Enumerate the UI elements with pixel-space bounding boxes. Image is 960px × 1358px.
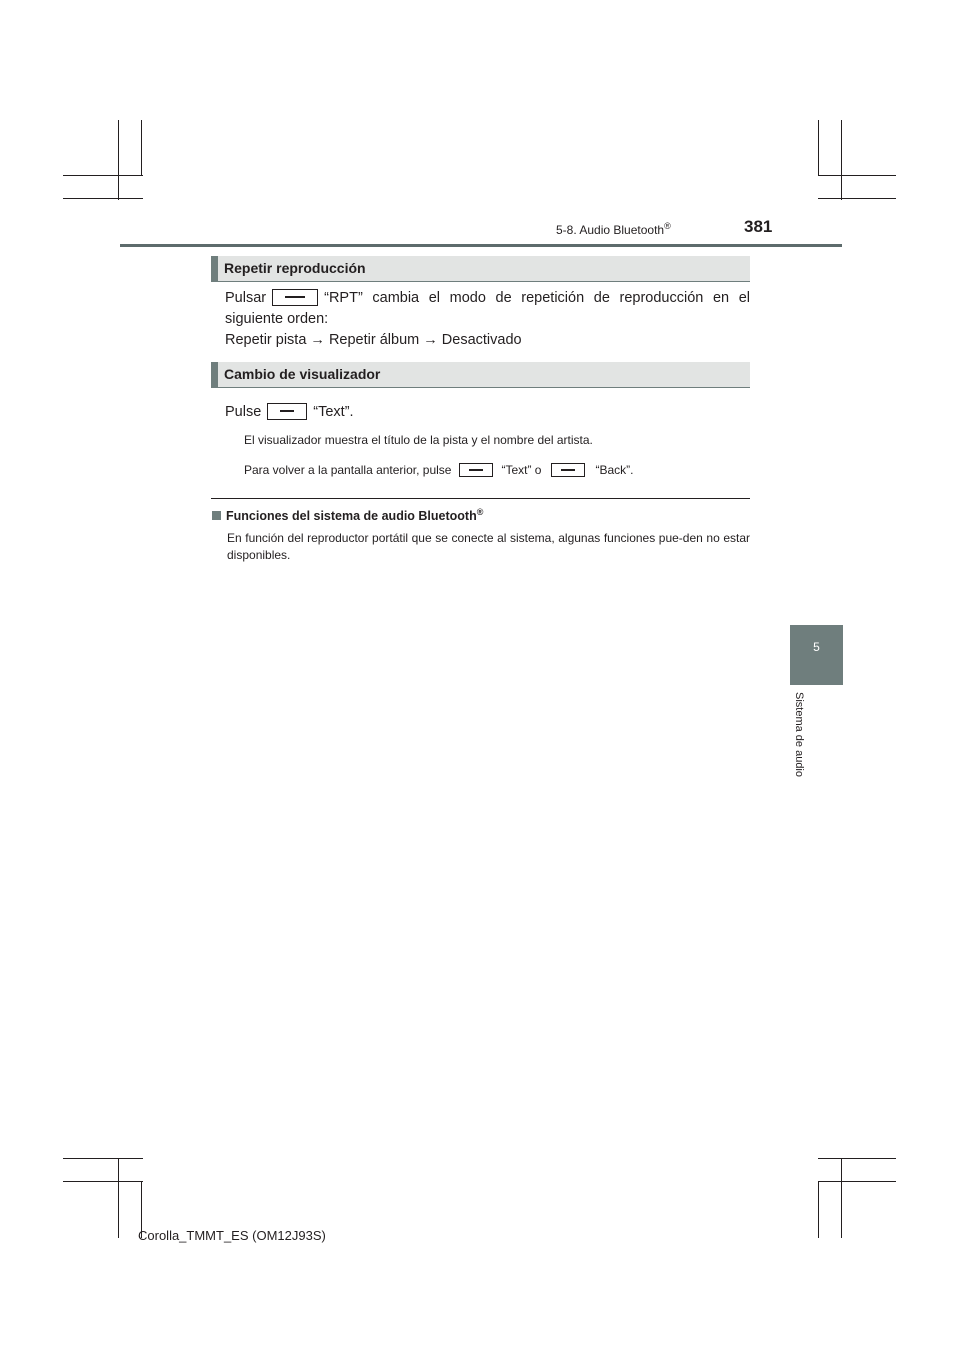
rpt-button-icon — [272, 289, 318, 306]
info-title: Funciones del sistema de audio Bluetooth — [226, 509, 477, 524]
repeat-text-post: “RPT” cambia el modo de repetición de reproducción en el siguiente orden: — [225, 290, 750, 327]
footer-doc-id: Corolla_TMMT_ES (OM12J93S) — [138, 1228, 326, 1243]
section-heading-repeat — [211, 256, 750, 282]
chapter-tab-label: Sistema de audio — [793, 692, 805, 777]
section-title: Repetir reproducción — [224, 260, 366, 276]
header-rule — [120, 244, 842, 247]
display-note-2 — [244, 462, 750, 479]
back-button-icon-small — [551, 463, 585, 477]
info-heading — [212, 507, 750, 523]
section-divider — [211, 498, 750, 499]
chapter-tab-number: 5 — [813, 640, 820, 654]
display-text-post: “Text”. — [313, 404, 354, 420]
square-bullet-icon — [212, 511, 221, 520]
repeat-paragraph — [225, 288, 750, 330]
registered-mark: ® — [476, 507, 484, 517]
info-text: En función del reproductor portátil que se conecte al sistema, algunas funciones pue-den no estar disponibles. — [227, 531, 750, 562]
repeat-text-pre: Pulsar — [225, 290, 267, 306]
note2-pre: Para volver a la pantalla anterior, pulse — [244, 463, 452, 477]
text-button-icon-small — [459, 463, 493, 477]
section-title: Cambio de visualizador — [224, 366, 381, 382]
chapter-tab — [790, 625, 843, 685]
note2-post: “Back”. — [595, 463, 634, 477]
display-paragraph — [225, 402, 750, 423]
display-text-pre: Pulse — [225, 404, 262, 420]
registered-mark: ® — [664, 221, 671, 231]
section-heading-bar — [211, 362, 218, 387]
text-button-icon — [267, 403, 307, 420]
note2-mid: “Text” o — [501, 463, 542, 477]
running-head — [556, 221, 671, 237]
repeat-order: Repetir pista → Repetir álbum → Desactivado — [225, 332, 522, 348]
page-number: 381 — [744, 217, 773, 236]
section-heading-display — [211, 362, 750, 388]
chapter-title: 5-8. Audio Bluetooth — [556, 223, 665, 237]
display-note-1: El visualizador muestra el título de la pista y el nombre del artista. — [244, 433, 593, 447]
section-heading-bar — [211, 256, 218, 281]
